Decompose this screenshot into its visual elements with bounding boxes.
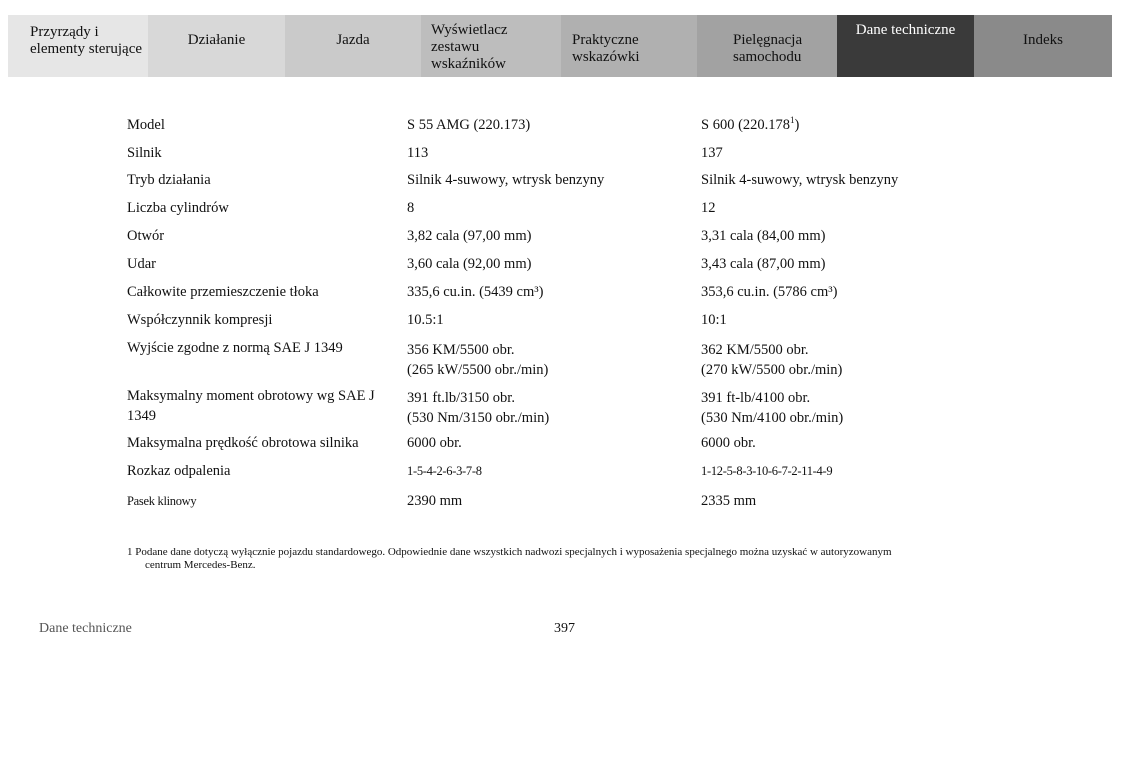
- spec-value-line: 113: [407, 145, 429, 161]
- tab-indeks[interactable]: [974, 15, 1112, 77]
- spec-value-line: 391 ft.lb/3150 obr.: [407, 390, 515, 406]
- tab-label-line: Dane techniczne: [855, 22, 956, 38]
- spec-value-s600: [701, 461, 1001, 481]
- spec-label: Tryb działania: [127, 172, 211, 188]
- spec-value-s55: [407, 340, 687, 380]
- spec-value-s600: [701, 226, 1001, 246]
- spec-value-line: Silnik 4-suwowy, wtrysk benzyny: [407, 172, 605, 188]
- spec-value-s600: [701, 198, 1001, 218]
- spec-value-s55: [407, 254, 687, 274]
- spec-value-s600: [701, 282, 1001, 302]
- tab-label-line: Jazda: [336, 32, 370, 48]
- spec-value-s600: [701, 310, 1001, 330]
- spec-value-line: (265 kW/5500 obr./min): [407, 362, 549, 378]
- spec-value-line: 137: [701, 145, 723, 161]
- spec-value-line: 1-5-4-2-6-3-7-8: [407, 464, 482, 478]
- spec-value-s55: S 55 AMG (220.173): [407, 117, 531, 133]
- spec-value-s55: [407, 433, 687, 453]
- spec-value-line: (530 Nm/3150 obr./min): [407, 410, 550, 426]
- spec-value-line: 10.5:1: [407, 312, 444, 328]
- spec-value-line: (270 kW/5500 obr./min): [701, 362, 843, 378]
- tab-label-line: wskaźników: [431, 56, 506, 72]
- spec-value-line: 10:1: [701, 312, 727, 328]
- spec-value-line: 3,82 cala (97,00 mm): [407, 228, 532, 244]
- footnote-text-cont: centrum Mercedes-Benz.: [145, 559, 256, 571]
- spec-value-line: 1-12-5-8-3-10-6-7-2-11-4-9: [701, 464, 833, 478]
- spec-value-s55: [407, 461, 687, 481]
- tab-label-line: Indeks: [1023, 32, 1063, 48]
- spec-value-line: 3,43 cala (87,00 mm): [701, 256, 826, 272]
- spec-value-line: 353,6 cu.in. (5786 cm³): [701, 284, 838, 300]
- spec-label: Wyjście zgodne z normą SAE J 1349: [127, 340, 343, 356]
- spec-label: Całkowite przemieszczenie tłoka: [127, 284, 319, 300]
- spec-label: Silnik: [127, 145, 162, 161]
- spec-value-s55: [407, 226, 687, 246]
- tab-label-line: Pielęgnacja: [733, 32, 803, 48]
- tab-działanie[interactable]: [148, 15, 285, 77]
- spec-value-s600: [701, 170, 1001, 190]
- spec-value-line: 356 KM/5500 obr.: [407, 342, 515, 358]
- spec-value-line: 335,6 cu.in. (5439 cm³): [407, 284, 544, 300]
- spec-label: Liczba cylindrów: [127, 200, 229, 216]
- spec-value-line: 2390 mm: [407, 493, 463, 509]
- spec-value-s600: [701, 433, 1001, 453]
- spec-value-s55: [407, 491, 687, 511]
- tab-pielęgnacja-samochodu[interactable]: [697, 15, 837, 77]
- spec-value-line: 6000 obr.: [701, 435, 756, 451]
- spec-label: Pasek klinowy: [127, 494, 197, 508]
- spec-value-line: 3,31 cala (84,00 mm): [701, 228, 826, 244]
- spec-value-line: 6000 obr.: [407, 435, 462, 451]
- chapter-tabs: [8, 15, 1112, 77]
- spec-value-s600: [701, 115, 1001, 135]
- spec-label: Rozkaz odpalenia: [127, 463, 231, 479]
- spec-value-line: 3,60 cala (92,00 mm): [407, 256, 532, 272]
- tab-label-line: Działanie: [187, 32, 246, 48]
- spec-value-s600: [701, 388, 1001, 428]
- spec-value-line: Silnik 4-suwowy, wtrysk benzyny: [701, 172, 899, 188]
- tab-label-line: samochodu: [733, 49, 802, 65]
- tab-jazda[interactable]: [285, 15, 421, 77]
- spec-value-line: (530 Nm/4100 obr./min): [701, 410, 844, 426]
- spec-label: Otwór: [127, 228, 165, 244]
- spec-value-line: 12: [701, 200, 716, 216]
- page-number: 397: [554, 621, 575, 636]
- footnote-text: Podane dane dotyczą wyłącznie pojazdu standardowego. Odpowiednie dane wszystkich nadwozi specjalnych i wyposażenia specjalnego można uzyskać w autoryzowanym: [135, 546, 892, 558]
- spec-value-s55: [407, 282, 687, 302]
- tab-label-line: elementy sterujące: [30, 41, 143, 57]
- tab-label-line: Wyświetlacz: [431, 22, 508, 38]
- spec-value-s600: [701, 340, 1001, 380]
- spec-label: Model: [127, 117, 165, 133]
- tab-dane-techniczne[interactable]: [837, 15, 974, 77]
- spec-value-line: 8: [407, 200, 415, 216]
- spec-value-s55: [407, 198, 687, 218]
- model-name: S 600 (220.178: [701, 117, 791, 133]
- spec-value-s600: [701, 254, 1001, 274]
- tab-label-line: zestawu: [431, 39, 480, 55]
- spec-label: Udar: [127, 256, 156, 272]
- spec-value-s55: [407, 310, 687, 330]
- tab-wyświetlacz-zestawu-wskaźników[interactable]: [421, 15, 561, 77]
- spec-label: Maksymalny moment obrotowy wg SAE J 1349: [127, 388, 375, 424]
- spec-value-s600: [701, 143, 1001, 163]
- tab-label-line: wskazówki: [572, 49, 640, 65]
- spec-value-line: 2335 mm: [701, 493, 757, 509]
- spec-value-s55: [407, 170, 687, 190]
- tab-label-line: Przyrządy i: [30, 24, 99, 40]
- spec-value-s600: [701, 491, 1001, 511]
- footer-section-title: Dane techniczne: [39, 621, 132, 636]
- model-name-tail: ): [794, 117, 800, 133]
- footnote: [127, 546, 957, 572]
- spec-value-line: 391 ft-lb/4100 obr.: [701, 390, 811, 406]
- footnote-marker: 1: [127, 546, 133, 558]
- tab-przyrządy-i-elementy-sterujące[interactable]: [8, 15, 148, 77]
- tab-label-line: Praktyczne: [572, 32, 639, 48]
- tab-praktyczne-wskazówki[interactable]: [561, 15, 697, 77]
- spec-value-s55: [407, 143, 687, 163]
- spec-label: Współczynnik kompresji: [127, 312, 273, 328]
- spec-value-line: 362 KM/5500 obr.: [701, 342, 809, 358]
- spec-label: Maksymalna prędkość obrotowa silnika: [127, 435, 359, 451]
- footnote-ref: 1: [790, 115, 795, 126]
- spec-value-s55: [407, 388, 687, 428]
